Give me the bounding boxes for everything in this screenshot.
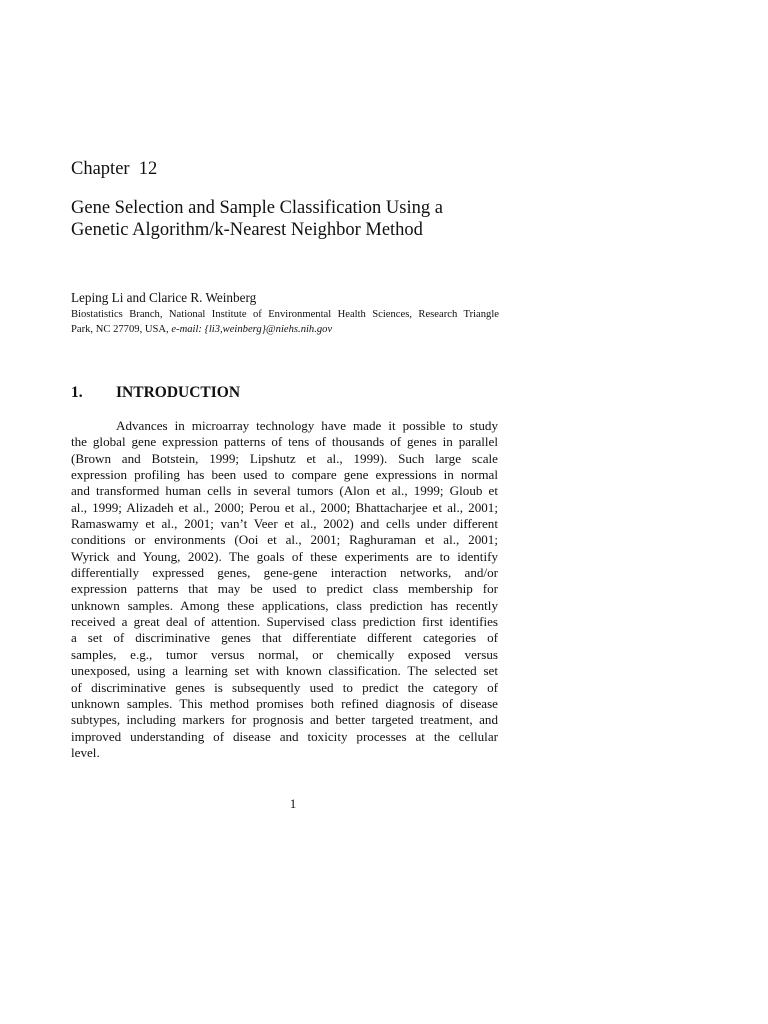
section-number: 1. [71,384,83,401]
paragraph-line: conditions or environments (Ooi et al., 2001; Raghuraman et al., 2001; [71,532,498,548]
paragraph-line: unexposed, using a learning set with known classification. The selected set [71,663,498,679]
paragraph-line: subtypes, including markers for prognosis and better targeted treatment, and [71,712,498,728]
chapter-label: Chapter 12 [71,159,158,179]
paragraph-line: unknown samples. Among these applications, class prediction has recently [71,597,498,613]
section-title: INTRODUCTION [116,384,241,401]
paragraph-line: expression patterns that may be used to predict class membership for [71,581,498,597]
paragraph-line: the global gene expression patterns of tens of thousands of genes in parallel [71,434,498,450]
affiliation-line [71,322,499,337]
chapter-title [71,197,511,241]
affiliation-email: e-mail: {li3,weinberg}@niehs.nih.gov [171,324,333,335]
paragraph-line: expression profiling has been used to compare gene expressions in normal [71,467,498,483]
authors: Leping Li and Clarice R. Weinberg [71,290,257,305]
paragraph-line: samples, e.g., tumor versus normal, or chemically exposed versus [71,646,498,662]
chapter-title-line: Genetic Algorithm/k-Nearest Neighbor Method [71,220,423,240]
paragraph-line: level. [71,744,100,760]
paragraph-line: al., 1999; Alizadeh et al., 2000; Perou et al., 2000; Bhattacharjee et al., 2001; [71,499,498,515]
introduction-paragraph [71,418,498,761]
paragraph-line: (Brown and Botstein, 1999; Lipshutz et al., 1999). Such large scale [71,450,498,466]
section-heading [71,383,240,403]
paragraph-line: of discriminative genes is subsequently used to predict the category of [71,679,498,695]
paragraph-line: Ramaswamy et al., 2001; van’t Veer et al., 2002) and cells under different [71,516,498,532]
affiliation-line: Biostatistics Branch, National Institute of Environmental Health Sciences, Research Triangle [71,309,499,320]
affiliation [71,307,499,337]
chapter-title-line: Gene Selection and Sample Classification Using a [71,198,443,218]
paragraph-line: Wyrick and Young, 2002). The goals of these experiments are to identify [71,548,498,564]
paragraph-line: differentially expressed genes, gene-gene interaction networks, and/or [71,565,498,581]
paragraph-line: unknown samples. This method promises both refined diagnosis of disease [71,695,498,711]
paragraph-line: Advances in microarray technology have made it possible to study [116,418,498,433]
paragraph-line: received a great deal of attention. Supervised class prediction first identifies [71,614,498,630]
paragraph-line: improved understanding of disease and toxicity processes at the cellular [71,728,498,744]
paragraph-line: a set of discriminative genes that differentiate different categories of [71,630,498,646]
page-number: 1 [289,796,297,811]
affiliation-address: Park, NC 27709, USA, [71,324,172,335]
paragraph-line: and transformed human cells in several tumors (Alon et al., 1999; Gloub et [71,483,498,499]
